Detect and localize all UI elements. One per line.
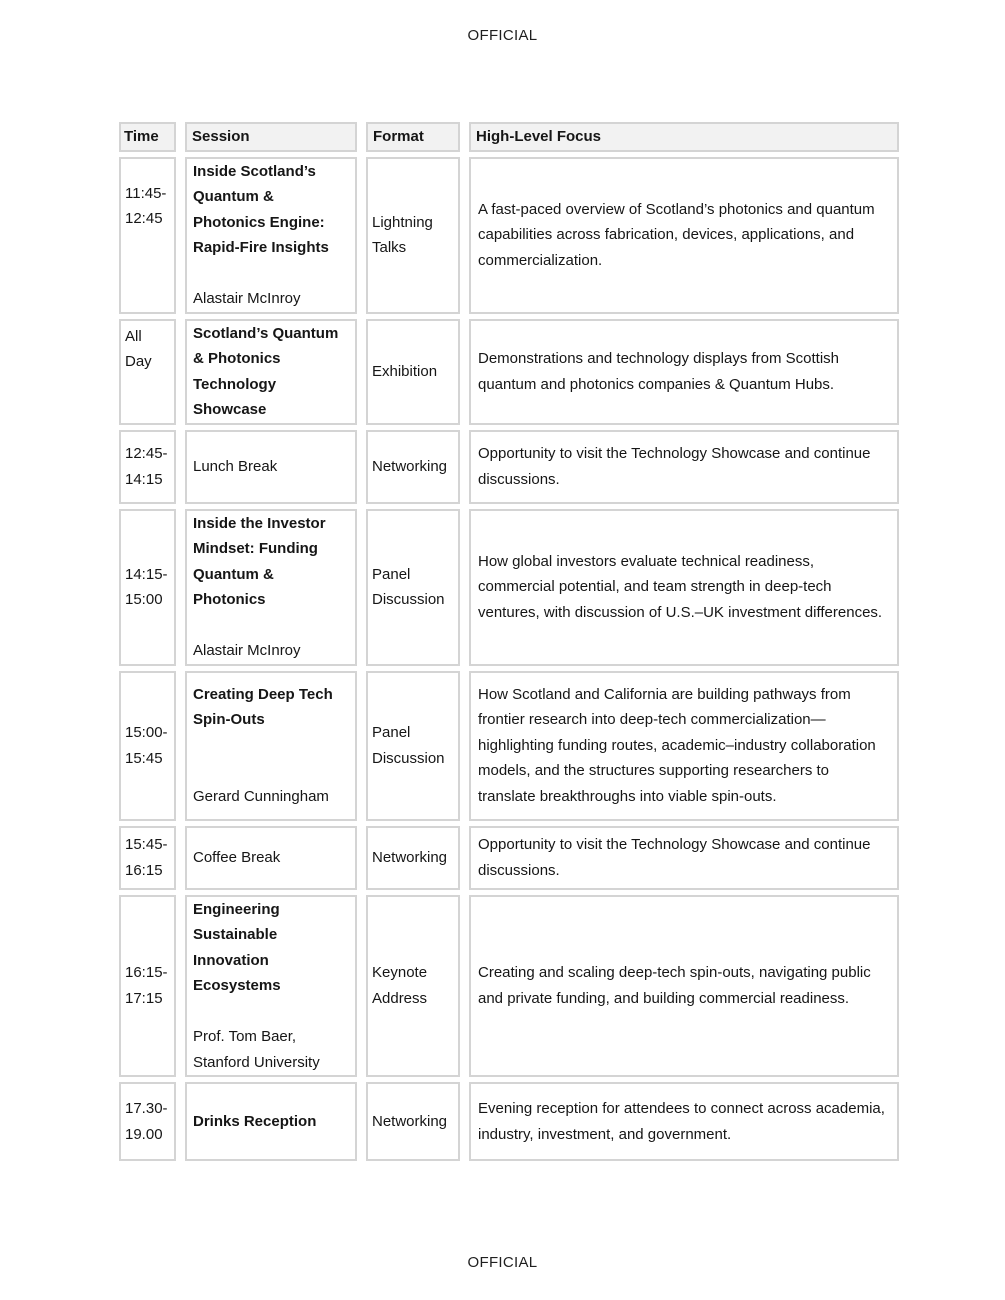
time-cell xyxy=(119,826,176,890)
format-cell xyxy=(366,895,460,1078)
session-title: Drinks Reception xyxy=(193,1112,317,1130)
session-cell xyxy=(185,671,357,821)
focus-text: How global investors evaluate technical readiness, commercial potential, and team strength in deep-tech ventures, with discussion of U.S.–UK investment differences. xyxy=(478,552,883,621)
focus-text: Creating and scaling deep-tech spin-outs, navigating public and private funding, and building commercial readiness. xyxy=(478,964,871,1007)
session-title: Inside Scotland’s Quantum & Photonics Engine: Rapid-Fire Insights xyxy=(193,162,329,256)
session-speaker: Gerard Cunningham xyxy=(193,787,329,805)
session-title: Scotland’s Quantum & Photonics Technology Showcase xyxy=(193,324,339,418)
time-cell xyxy=(119,509,176,666)
agenda-row xyxy=(119,319,899,425)
session-speaker: Alastair McInroy xyxy=(193,642,301,659)
agenda-row xyxy=(119,430,899,504)
session-spacer xyxy=(193,613,349,639)
time-cell xyxy=(119,157,176,314)
focus-cell xyxy=(469,430,899,504)
session-title: Lunch Break xyxy=(193,457,278,475)
classification-header: OFFICIAL xyxy=(467,27,538,44)
time-cell xyxy=(119,895,176,1078)
focus-text: How Scotland and California are building pathways from frontier research into deep-tech commercialization—highlighting funding routes, academic–industry collaboration models, and the structures supporting researchers to translate breakthroughs into viable spin-outs. xyxy=(478,685,876,805)
agenda-row xyxy=(119,826,899,890)
format-text: Panel Discussion xyxy=(372,724,445,767)
session-cell xyxy=(185,1082,357,1161)
focus-cell xyxy=(469,1082,899,1161)
agenda-row xyxy=(119,1082,899,1161)
format-cell xyxy=(366,430,460,504)
format-text: Networking xyxy=(372,457,448,475)
focus-cell xyxy=(469,826,899,890)
time-text: 15:00-15:45 xyxy=(125,724,168,767)
focus-cell xyxy=(469,671,899,821)
agenda-row xyxy=(119,509,899,666)
session-spacer xyxy=(193,733,349,784)
time-text: 11:45-12:45 xyxy=(125,184,167,227)
focus-text: Opportunity to visit the Technology Showcase and continue discussions. xyxy=(478,445,871,488)
time-text: 15:45-16:15 xyxy=(125,836,168,879)
format-text: Networking xyxy=(372,848,448,866)
column-header-focus: High-Level Focus xyxy=(469,122,899,152)
session-title: Inside the Investor Mindset: Funding Quantum & Photonics xyxy=(193,514,326,608)
format-text: Lightning Talks xyxy=(372,213,433,256)
time-cell xyxy=(119,430,176,504)
focus-text: Evening reception for attendees to connect across academia, industry, investment, and government. xyxy=(478,1100,885,1143)
column-header-format: Format xyxy=(366,122,460,152)
focus-cell xyxy=(469,509,899,666)
agenda-table-body xyxy=(119,157,899,1162)
session-spacer xyxy=(193,261,349,287)
session-cell xyxy=(185,157,357,314)
format-text: Exhibition xyxy=(372,362,438,380)
time-text: 17.30-19.00 xyxy=(125,1100,168,1143)
classification-footer: OFFICIAL xyxy=(467,1254,538,1271)
session-title: Coffee Break xyxy=(193,848,281,866)
focus-cell xyxy=(469,319,899,425)
agenda-row xyxy=(119,157,899,314)
session-cell xyxy=(185,430,357,504)
format-text: Keynote Address xyxy=(372,964,428,1007)
session-cell xyxy=(185,826,357,890)
session-cell xyxy=(185,509,357,666)
session-speaker: Prof. Tom Baer, Stanford University xyxy=(193,1028,320,1071)
format-cell xyxy=(366,319,460,425)
format-cell xyxy=(366,826,460,890)
time-text: 12:45-14:15 xyxy=(125,445,168,488)
format-text: Panel Discussion xyxy=(372,565,445,608)
session-cell xyxy=(185,895,357,1078)
time-cell xyxy=(119,319,176,425)
session-speaker: Alastair McInroy xyxy=(193,290,301,307)
agenda-table xyxy=(110,117,908,1166)
time-cell xyxy=(119,1082,176,1161)
session-title: Creating Deep Tech Spin-Outs xyxy=(193,685,333,729)
column-header-time: Time xyxy=(119,122,176,152)
time-text: All Day xyxy=(125,327,152,370)
focus-cell xyxy=(469,157,899,314)
format-cell xyxy=(366,671,460,821)
format-cell xyxy=(366,509,460,666)
header-row xyxy=(119,122,899,152)
agenda-table-header xyxy=(119,122,899,152)
focus-text: Opportunity to visit the Technology Showcase and continue discussions. xyxy=(478,836,871,879)
format-cell xyxy=(366,157,460,314)
focus-text: Demonstrations and technology displays from Scottish quantum and photonics companies & Quantum Hubs. xyxy=(478,350,840,393)
agenda-row xyxy=(119,895,899,1078)
session-cell xyxy=(185,319,357,425)
session-spacer xyxy=(193,999,349,1025)
focus-cell xyxy=(469,895,899,1078)
time-cell xyxy=(119,671,176,821)
focus-text: A fast-paced overview of Scotland’s photonics and quantum capabilities across fabrication, devices, applications, and commercialization. xyxy=(478,200,875,269)
column-header-session: Session xyxy=(185,122,357,152)
format-text: Networking xyxy=(372,1112,448,1130)
time-text: 16:15-17:15 xyxy=(125,964,168,1007)
session-title: Engineering Sustainable Innovation Ecosystems xyxy=(193,900,281,994)
format-cell xyxy=(366,1082,460,1161)
agenda-row xyxy=(119,671,899,821)
time-text: 14:15-15:00 xyxy=(125,565,168,608)
